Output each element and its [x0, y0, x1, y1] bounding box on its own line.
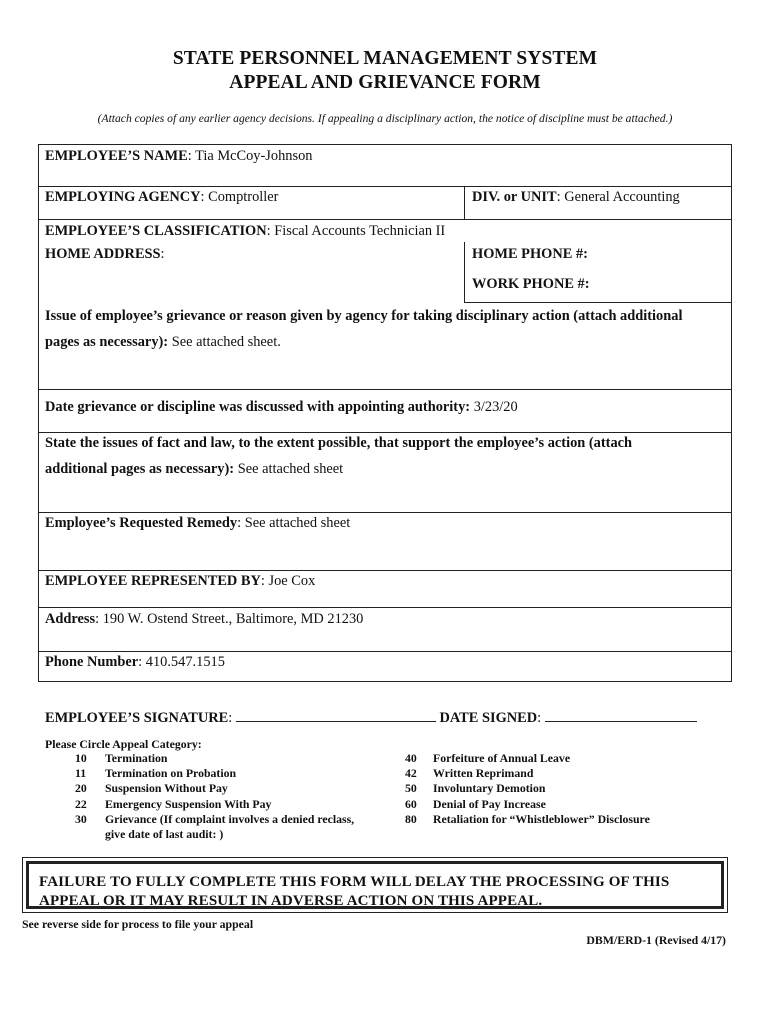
appeal-category-item[interactable]: 30 Grievance (If complaint involves a denied reclass, — [75, 811, 355, 826]
issues-of-fact-value: See attached sheet — [237, 461, 344, 477]
issues-of-fact-label-line1: State the issues of fact and law, to the extent possible, that support the employee’s action (attach — [45, 435, 633, 451]
represented-by-value: Joe Cox — [268, 573, 316, 589]
appeal-category-list-right — [405, 751, 650, 827]
form-identifier: DBM/ERD-1 (Revised 4/17) — [586, 933, 726, 947]
div-unit-value: General Accounting — [564, 189, 680, 205]
form-title-line2: APPEAL AND GRIEVANCE FORM — [229, 72, 541, 93]
requested-remedy-field[interactable]: Employee’s Requested Remedy: See attached sheet — [45, 515, 351, 531]
home-phone-field[interactable]: HOME PHONE #: — [472, 246, 588, 262]
grievance-issue-field[interactable]: Issue of employee’s grievance or reason given by agency for taking disciplinary action (attach additional pages as necessary): See attached sheet. — [45, 303, 725, 355]
classification-value: Fiscal Accounts Technician II — [274, 223, 446, 239]
warning-line1: FAILURE TO FULLY COMPLETE THIS FORM WILL DELAY THE PROCESSING OF THIS — [39, 874, 670, 890]
employing-agency-field[interactable]: EMPLOYING AGENCY: Comptroller — [45, 189, 279, 205]
appeal-category-list-left — [75, 751, 354, 842]
appeal-category-item[interactable]: 42 Written Reprimand — [405, 766, 534, 781]
date-discussed-value: 3/23/20 — [473, 399, 518, 415]
home-address-field[interactable]: HOME ADDRESS: — [45, 246, 165, 262]
grievance-issue-label-line1: Issue of employee’s grievance or reason given by agency for taking disciplinary action (attach additional — [45, 308, 683, 324]
appeal-form-table — [38, 144, 732, 682]
employee-name-field[interactable]: EMPLOYEE’S NAME: Tia McCoy-Johnson — [45, 148, 313, 164]
form-title-line1: STATE PERSONNEL MANAGEMENT SYSTEM — [172, 48, 598, 69]
appeal-category-item[interactable]: 60 Denial of Pay Increase — [405, 796, 546, 811]
appeal-category-item[interactable]: 20 Suspension Without Pay — [75, 781, 228, 796]
date-signed-line[interactable] — [545, 721, 697, 722]
appeal-category-item[interactable]: 80 Retaliation for “Whistleblower” Disclosure — [405, 811, 650, 826]
appeal-category-item[interactable]: 50 Involuntary Demotion — [405, 781, 546, 796]
employee-name-value: Tia McCoy-Johnson — [195, 148, 313, 164]
attachment-instructions: (Attach copies of any earlier agency decisions. If appealing a disciplinary action, the notice of discipline must be attached.) — [97, 112, 673, 125]
grievance-issue-value: See attached sheet. — [171, 334, 281, 350]
classification-field[interactable]: EMPLOYEE’S CLASSIFICATION: Fiscal Accounts Technician II — [45, 223, 446, 239]
warning-box — [22, 857, 728, 913]
signature-line[interactable] — [236, 721, 436, 722]
work-phone-field[interactable]: WORK PHONE #: — [472, 276, 590, 292]
appeal-category-item[interactable]: 11 Termination on Probation — [75, 766, 237, 781]
representative-phone-field[interactable]: Phone Number: 410.547.1515 — [45, 654, 225, 670]
issues-of-fact-field[interactable]: State the issues of fact and law, to the extent possible, that support the employee’s action (attach additional pages as necessary): See attached sheet — [45, 430, 725, 482]
div-unit-field[interactable]: DIV. or UNIT: General Accounting — [472, 189, 680, 205]
appeal-category-heading: Please Circle Appeal Category: — [45, 737, 202, 751]
reclass-audit-date-note: give date of last audit: ) — [105, 827, 224, 842]
warning-line2: APPEAL OR IT MAY RESULT IN ADVERSE ACTION ON THIS APPEAL. — [39, 892, 543, 909]
signature-label: EMPLOYEE’S SIGNATURE — [45, 710, 229, 726]
appeal-category-item[interactable]: 10 Termination — [75, 751, 168, 765]
signature-row: EMPLOYEE’S SIGNATURE: DATE SIGNED: — [45, 710, 697, 727]
representative-address-field[interactable]: Address: 190 W. Ostend Street., Baltimore, MD 21230 — [45, 611, 364, 627]
representative-address-value: 190 W. Ostend Street., Baltimore, MD 21230 — [102, 611, 364, 627]
appeal-category-item[interactable]: 22 Emergency Suspension With Pay — [75, 796, 272, 811]
employing-agency-value: Comptroller — [208, 189, 279, 205]
appeal-category-item[interactable]: 40 Forfeiture of Annual Leave — [405, 751, 571, 765]
representative-phone-value: 410.547.1515 — [145, 654, 225, 670]
represented-by-field[interactable]: EMPLOYEE REPRESENTED BY: Joe Cox — [45, 573, 316, 589]
reverse-side-note: See reverse side for process to file your appeal — [22, 917, 254, 931]
date-discussed-field[interactable]: Date grievance or discipline was discussed with appointing authority: 3/23/20 — [45, 399, 518, 415]
date-signed-label: DATE SIGNED — [439, 710, 538, 726]
requested-remedy-value: See attached sheet — [244, 515, 351, 531]
